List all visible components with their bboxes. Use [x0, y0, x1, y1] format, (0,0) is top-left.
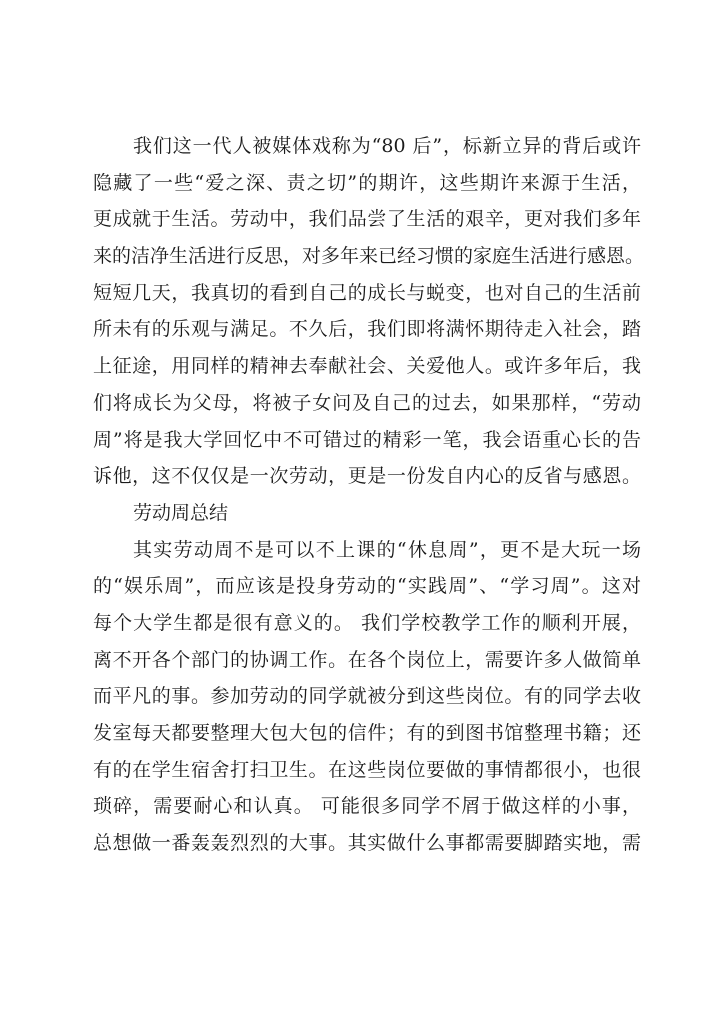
paragraph-line: 隐藏了一些“爱之深、责之切”的期许，这些期许来源于生活，	[93, 171, 641, 194]
document-body	[93, 128, 645, 862]
paragraph-line: 的“娱乐周”，而应该是投身劳动的“实践周”、“学习周”。这对	[93, 575, 641, 598]
paragraph-line: 离不开各个部门的协调工作。在各个岗位上，需要许多人做简单	[93, 648, 641, 671]
paragraph-line: 诉他，这不仅仅是一次劳动，更是一份发自内心的反省与感恩。	[93, 465, 641, 488]
paragraph-line: 来的洁净生活进行反思，对多年来已经习惯的家庭生活进行感恩。	[93, 245, 645, 268]
paragraph-line: 每个大学生都是很有意义的。 我们学校教学工作的顺利开展，	[93, 611, 641, 634]
paragraph-line: 短短几天，我真切的看到自己的成长与蜕变，也对自己的生活前	[93, 281, 641, 304]
paragraph-line: 们将成长为父母，将被子女问及自己的过去，如果那样，“劳动	[93, 391, 641, 414]
paragraph-line: 发室每天都要整理大包大包的信件；有的到图书馆整理书籍；还	[93, 722, 641, 744]
paragraph-line: 琐碎，需要耐心和认真。 可能很多同学不屑于做这样的小事，	[93, 795, 641, 818]
paragraph-line: 有的在学生宿舍打扫卫生。在这些岗位要做的事情都很小，也很	[93, 758, 641, 781]
paragraph-line: 所未有的乐观与满足。不久后，我们即将满怀期待走入社会，踏	[93, 318, 641, 341]
paragraph-line: 而平凡的事。参加劳动的同学就被分到这些岗位。有的同学去收	[93, 685, 641, 708]
paragraph-line: 其实劳动周不是可以不上课的“休息周”，更不是大玩一场	[133, 538, 641, 561]
paragraph-line: 更成就于生活。劳动中，我们品尝了生活的艰辛，更对我们多年	[93, 208, 641, 231]
paragraph-line: 总想做一番轰轰烈烈的大事。其实做什么事都需要脚踏实地，需	[93, 832, 641, 855]
paragraph-line: 我们这一代人被媒体戏称为“80 后”，标新立异的背后或许	[133, 135, 641, 157]
paragraph-line: 周”将是我大学回忆中不可错过的精彩一笔，我会语重心长的告	[93, 428, 641, 451]
section-heading: 劳动周总结	[133, 501, 229, 524]
paragraph-line: 上征途，用同样的精神去奉献社会、关爱他人。或许多年后，我	[93, 355, 641, 378]
